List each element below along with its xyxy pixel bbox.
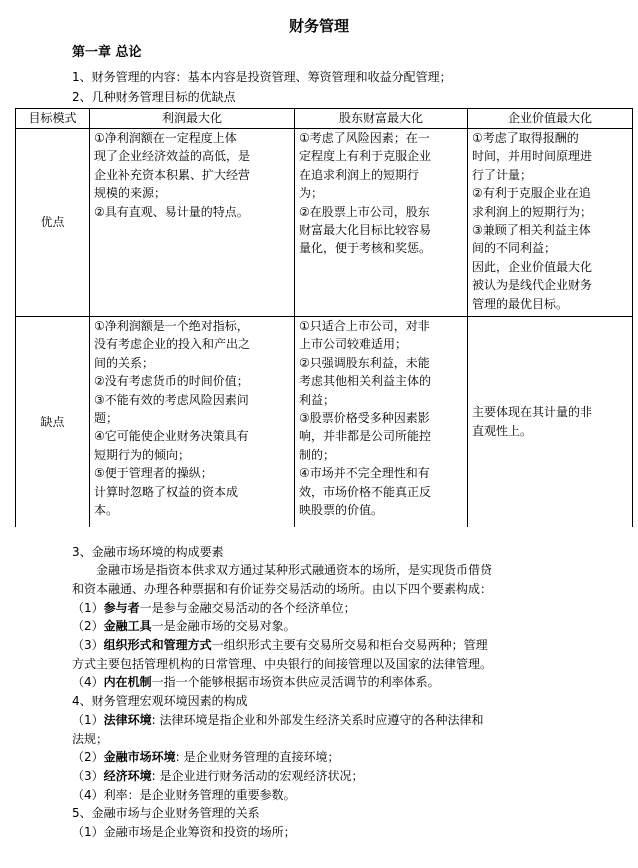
cell-line: 因此，企业价值最大化 — [472, 259, 593, 274]
cell-line: ②只强调股东利益，未能 — [299, 355, 430, 370]
cell-line: ①只适合上市公司，对非 — [299, 319, 430, 333]
section-5-heading: 5、金融市场与企业财务管理的关系 — [72, 806, 260, 821]
cell-line: ④市场并不完全理性和有 — [299, 466, 430, 481]
chapter-heading: 第一章 总论 — [72, 45, 142, 60]
item-1-text: 1、财务管理的内容：基本内容是投资管理、筹资管理和收益分配管理； — [72, 70, 452, 84]
table-row-advantages — [16, 129, 633, 317]
list-item — [72, 823, 617, 842]
table-cell — [90, 317, 295, 527]
cell-line: 管理的最优目标。 — [472, 296, 569, 311]
cell-line: 没有考虑企业的投入和产出之 — [94, 337, 251, 352]
list-item — [72, 711, 617, 730]
list-item-rest: 一是参与金融交易活动的各个经济单位； — [139, 600, 356, 615]
cell-line: 为； — [299, 186, 324, 201]
cell-line: ①考虑了取得报酬的 — [472, 131, 579, 145]
list-item-prefix: （3） — [72, 768, 104, 783]
cell-line: 时间，并用时间原理进 — [472, 149, 593, 164]
table-cell — [295, 129, 468, 317]
cell-line: 短期行为的倾向； — [94, 447, 191, 462]
list-item-rest: : 是企业财务管理的直接环境； — [175, 750, 340, 765]
cell-line: ①净利润额在一定程度上体 — [94, 131, 237, 145]
cell-line: 计算时忽略了权益的资本成 — [94, 484, 239, 499]
list-item-rest: 一组织形式主要有交易所交易和柜台交易两种；管理 — [211, 638, 488, 653]
list-item — [72, 636, 617, 655]
list-item-rest: : 法律环境是指企业和外部发生经济关系时应遵守的各种法律和 — [151, 712, 484, 727]
cell-line: ③股票价格受多种因素影 — [299, 411, 430, 426]
goals-comparison-table — [15, 108, 633, 527]
cell-line: 行了计量； — [472, 167, 533, 182]
cell-line: ③兼顾了相关利益主体 — [472, 223, 591, 238]
cell-line: 量化，便于考核和奖惩。 — [299, 241, 432, 256]
list-item-prefix: （2） — [72, 750, 104, 765]
header-goal-mode: 目标模式 — [16, 109, 90, 129]
list-item-prefix: （4） — [72, 787, 104, 802]
list-item — [72, 617, 617, 636]
list-item-bold: 经济环境 — [103, 768, 152, 783]
cell-line: ②有利于克服企业在追 — [472, 186, 591, 201]
cell-line: 考虑其他相关利益主体的 — [299, 374, 432, 389]
table-header-row — [16, 109, 633, 129]
document-body — [15, 108, 633, 842]
section-3-intro-line: 和资本融通、办理各种票据和有价证券交易活动的场所。由以下四个要素构成： — [72, 581, 493, 596]
cell-line: ⑤便于管理者的操纵； — [94, 466, 213, 481]
list-item-prefix: （2） — [72, 619, 104, 634]
list-item-rest: 金融市场是企业筹资和投资的场所； — [103, 825, 296, 840]
row-label: 优点 — [16, 129, 90, 317]
list-item-prefix: （1） — [72, 712, 104, 727]
cell-line: 直观性上。 — [472, 423, 533, 438]
list-item-prefix: （4） — [72, 675, 104, 690]
cell-line: 在追求利润上的短期行 — [299, 167, 420, 182]
list-item-prefix: （1） — [72, 600, 104, 615]
list-item-rest: 一指一个能够根据市场资本供应灵活调节的利率体系。 — [151, 675, 440, 690]
cell-line: 制的； — [299, 447, 336, 462]
cell-line: ②具有直观、易计量的特点。 — [94, 204, 249, 219]
list-item-bold: 内在机制 — [103, 675, 152, 690]
table-row-disadvantages — [16, 317, 633, 527]
body-sections — [72, 543, 617, 842]
cell-line: 本。 — [94, 503, 119, 518]
section-3-intro-line: 金融市场是指资本供求双方通过某种形式融通资本的场所，是实现货币借贷 — [72, 563, 493, 578]
cell-line: ①考虑了风险因素；在一 — [299, 131, 430, 145]
list-item — [72, 655, 617, 674]
list-item-rest: 方式主要包括管理机构的日常管理、中央银行的间接管理以及国家的法律管理。 — [72, 656, 493, 671]
cell-line: 题； — [94, 411, 119, 426]
list-item — [72, 748, 617, 767]
header-shareholder-wealth-max: 股东财富最大化 — [295, 109, 468, 129]
cell-line: 映股票的价值。 — [299, 503, 384, 518]
table-cell — [468, 317, 633, 527]
list-item — [72, 767, 617, 786]
document-title: 财务管理 — [288, 17, 349, 35]
cell-line: 规模的来源； — [94, 186, 167, 201]
header-profit-max: 利润最大化 — [90, 109, 295, 129]
list-item-rest: 法规； — [72, 731, 109, 746]
cell-line: ②没有考虑货币的时间价值； — [94, 374, 249, 389]
list-item — [72, 730, 617, 749]
section-3-heading: 3、金融市场环境的构成要素 — [72, 544, 224, 559]
list-item-bold: 参与者 — [103, 600, 140, 615]
row-label: 缺点 — [16, 317, 90, 527]
cell-line: 被认为是线代企业财务 — [472, 278, 593, 293]
cell-line: 主要体现在其计量的非 — [472, 405, 593, 420]
list-item-prefix: （3） — [72, 638, 104, 653]
list-item-rest: : 是企业进行财务活动的宏观经济状况； — [151, 768, 364, 783]
table-cell — [295, 317, 468, 527]
list-item — [72, 786, 617, 805]
cell-line: ②在股票上市公司，股东 — [299, 204, 430, 219]
cell-line: ③不能有效的考虑风险因素问 — [94, 392, 249, 407]
table-cell — [90, 129, 295, 317]
list-item-bold: 金融工具 — [103, 619, 152, 634]
cell-line: 效，市场价格不能真正反 — [299, 484, 432, 499]
list-item — [72, 673, 617, 692]
cell-line: 上市公司较难适用； — [299, 337, 408, 352]
list-item-bold: 法律环境 — [103, 712, 152, 727]
cell-line: 定程度上有利于克服企业 — [299, 149, 432, 164]
cell-line: 利益； — [299, 392, 336, 407]
section-4-heading: 4、财务管理宏观环境因素的构成 — [72, 694, 248, 709]
list-item — [72, 599, 617, 618]
cell-line: ④它可能使企业财务决策具有 — [94, 429, 249, 444]
cell-line: 求利润上的短期行为； — [472, 204, 593, 219]
cell-line: 间的关系； — [94, 355, 155, 370]
cell-line: 企业补充资本积累、扩大经营 — [94, 167, 251, 182]
cell-line: 财富最大化目标比较容易 — [299, 223, 432, 238]
list-item-bold: 金融市场环境 — [103, 750, 176, 765]
list-item-rest: 利率：是企业财务管理的重要参数。 — [103, 787, 296, 802]
cell-line: 间的不同利益； — [472, 241, 557, 256]
header-enterprise-value-max: 企业价值最大化 — [468, 109, 633, 129]
item-2-heading: 2、几种财务管理目标的优缺点 — [72, 90, 236, 104]
list-item-bold: 组织形式和管理方式 — [103, 638, 212, 653]
list-item-rest: 一是金融市场的交易对象。 — [151, 619, 296, 634]
list-item-prefix: （1） — [72, 825, 104, 840]
cell-line: 现了企业经济效益的高低，是 — [94, 149, 251, 164]
cell-line: ①净利润额是一个绝对指标， — [94, 319, 249, 333]
cell-line: 响，并非都是公司所能控 — [299, 429, 432, 444]
table-cell — [468, 129, 633, 317]
